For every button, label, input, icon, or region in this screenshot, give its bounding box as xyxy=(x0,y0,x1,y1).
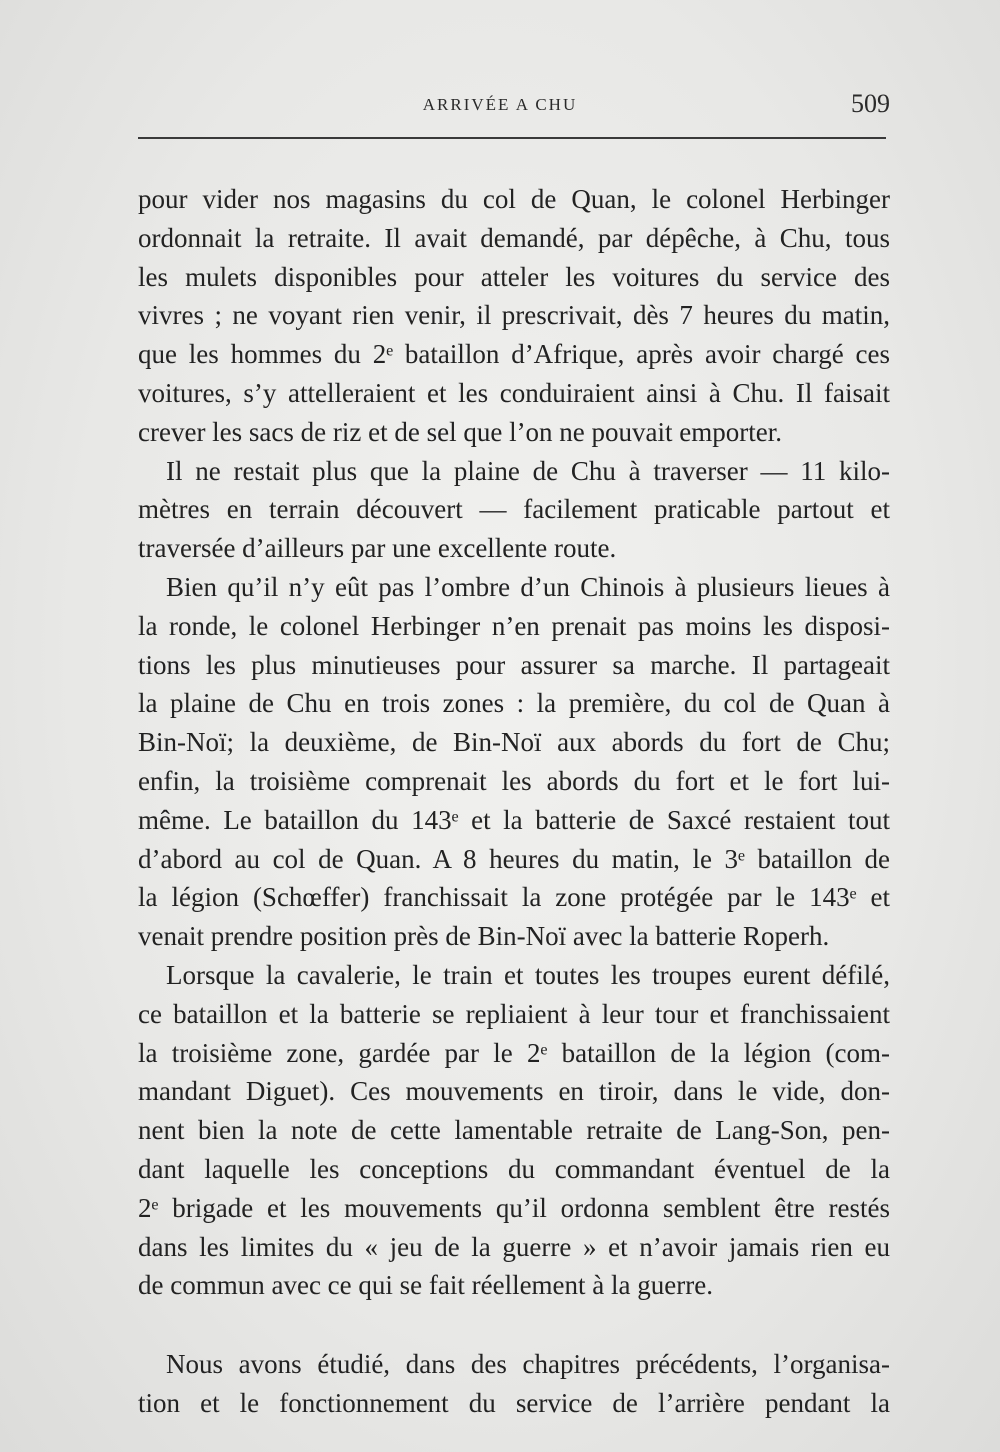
paragraph-4 xyxy=(138,956,890,1305)
text-line: 2ᵉ brigade et les mouvements qu’il ordonna semblent être restés xyxy=(138,1192,890,1223)
text-line: venait prendre position près de Bin-Noï avec la batterie Roperh. xyxy=(138,921,830,952)
text-line: crever les sacs de riz et de sel que l’on ne pouvait emporter. xyxy=(138,416,782,447)
paragraph-2 xyxy=(138,452,890,568)
text-line: la troisième zone, gardée par le 2ᵉ bataillon de la légion (com- xyxy=(138,1037,890,1068)
text-line: dans les limites du « jeu de la guerre » et n’avoir jamais rien eu xyxy=(138,1231,890,1262)
text-line: voitures, s’y attelleraient et les conduiraient ainsi à Chu. Il faisait xyxy=(138,377,890,408)
text-line: nent bien la note de cette lamentable retraite de Lang-Son, pen- xyxy=(138,1115,890,1146)
running-title: ARRIVÉE A CHU xyxy=(422,95,578,114)
paragraph-1 xyxy=(138,180,890,452)
text-line: Bin-Noï; la deuxième, de Bin-Noï aux abords du fort de Chu; xyxy=(138,727,890,758)
text-line: de commun avec ce qui se fait réellement à la guerre. xyxy=(138,1270,713,1301)
text-line: enfin, la troisième comprenait les abords du fort et le fort lui- xyxy=(138,765,890,796)
text-line: tion et le fonctionnement du service de l’arrière pendant la xyxy=(138,1387,890,1418)
text-line: vivres ; ne voyant rien venir, il prescrivait, dès 7 heures du matin, xyxy=(138,300,890,331)
text-line: la légion (Schœffer) franchissait la zone protégée par le 143ᵉ et xyxy=(138,882,890,913)
text-line: que les hommes du 2ᵉ bataillon d’Afrique, après avoir chargé ces xyxy=(138,339,890,370)
text-line: Lorsque la cavalerie, le train et toutes les troupes eurent défilé, xyxy=(166,959,890,990)
text-line: ordonnait la retraite. Il avait demandé, par dépêche, à Chu, tous xyxy=(138,222,890,253)
text-line: les mulets disponibles pour atteler les voitures du service des xyxy=(138,261,890,292)
text-line: la ronde, le colonel Herbinger n’en prenait pas moins les disposi- xyxy=(138,610,890,641)
text-line: mandant Diguet). Ces mouvements en tiroir, dans le vide, don- xyxy=(138,1076,890,1107)
text-line: la plaine de Chu en trois zones : la première, du col de Quan à xyxy=(138,688,890,719)
paragraph-3 xyxy=(138,568,890,956)
text-line: dant laquelle les conceptions du commandant éventuel de la xyxy=(138,1153,890,1184)
text-line: traversée d’ailleurs par une excellente route. xyxy=(138,533,617,564)
page-number: 509 xyxy=(851,89,890,118)
text-line: pour vider nos magasins du col de Quan, le colonel Herbinger xyxy=(138,184,890,214)
text-line: Bien qu’il n’y eût pas l’ombre d’un Chinois à plusieurs lieues à xyxy=(166,571,890,602)
text-line: même. Le bataillon du 143ᵉ et la batterie de Saxcé restaient tout xyxy=(138,804,890,835)
text-line: Il ne restait plus que la plaine de Chu à traverser — 11 kilo- xyxy=(166,455,890,486)
running-header xyxy=(0,89,1000,123)
header-rule xyxy=(138,137,886,139)
text-line: ce bataillon et la batterie se repliaient à leur tour et franchissaient xyxy=(138,998,890,1029)
text-line: tions les plus minutieuses pour assurer sa marche. Il partageait xyxy=(138,649,890,680)
body-text xyxy=(138,180,890,1423)
text-line: Nous avons étudié, dans des chapitres précédents, l’organisa- xyxy=(166,1349,890,1380)
text-line: mètres en terrain découvert — facilement praticable partout et xyxy=(138,494,890,525)
paragraph-5 xyxy=(138,1345,890,1423)
text-line: d’abord au col de Quan. A 8 heures du matin, le 3ᵉ bataillon de xyxy=(138,843,890,874)
